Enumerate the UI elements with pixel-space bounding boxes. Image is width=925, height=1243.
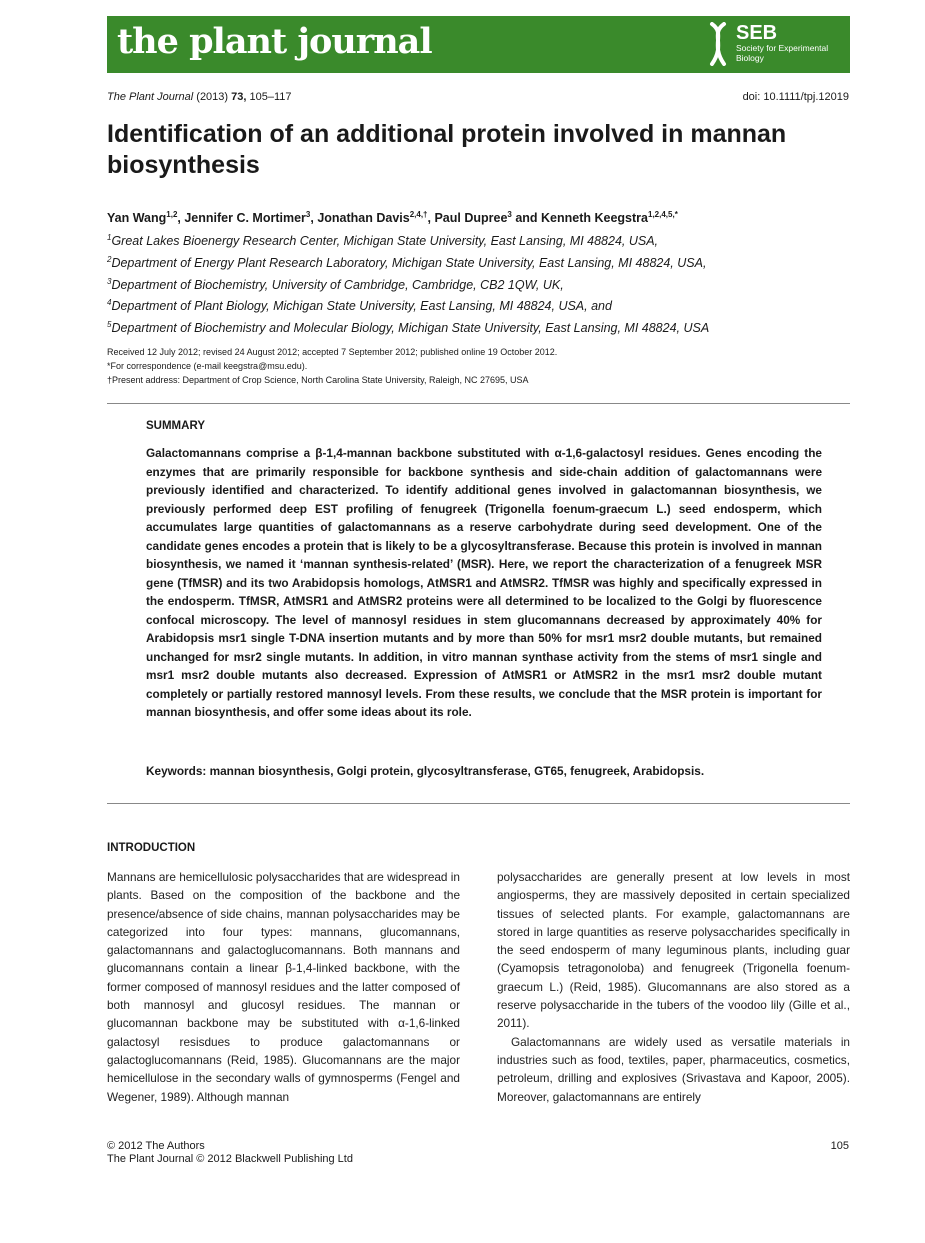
affiliation-number: 3 (107, 276, 112, 286)
correspondence: *For correspondence (e-mail keegstra@msu.edu). (107, 361, 308, 371)
article-title: Identification of an additional protein involved in mannan biosynthesis (107, 120, 787, 179)
divider-bottom (107, 803, 850, 804)
author-affiliation-marker: 1,2,4,5,* (648, 210, 678, 219)
affiliation-text: Department of Biochemistry and Molecular Biology, Michigan State University, East Lansing, MI 48824, USA (111, 321, 710, 336)
copyright (107, 1140, 353, 1166)
affiliation-number: 4 (107, 298, 112, 308)
affiliation-text: Department of Biochemistry, University of Cambridge, Cambridge, CB2 1QW, UK, (111, 277, 564, 292)
affiliation-text: Department of Plant Biology, Michigan State University, East Lansing, MI 48824, USA, and (111, 299, 612, 314)
citation (107, 91, 292, 103)
article-dates (107, 345, 557, 387)
affiliation-number: 2 (107, 254, 112, 264)
author-separator: , (177, 211, 185, 226)
affiliation-text: Department of Energy Plant Research Laboratory, Michigan State University, East Lansing, MI 48824, USA, (111, 255, 707, 270)
present-address: †Present address: Department of Crop Science, North Carolina State University, Raleigh, NC 27695, USA (107, 375, 529, 385)
affiliation-text: Great Lakes Bioenergy Research Center, Michigan State University, East Lansing, MI 48824, USA, (111, 234, 659, 249)
intro-paragraph: polysaccharides are generally present at low levels in most angiosperms, they are massively deposited in certain specialized tissues of selected plants. For example, galactomannans are stored in large quantities as reserve polysaccharides specifically in the seed endosperm of many leguminous plants, including guar (Cyamopsis tetragonoloba) and fenugreek (Trigonella foenum-graecum L.) (Reid, 1985). Glucomannans are also stored as a reserve polysaccharide in the tubers of the voodoo lily (Gille et al., 2011). (497, 870, 850, 1031)
divider-top (107, 403, 850, 404)
author-affiliation-marker: 1,2 (166, 210, 178, 219)
affiliation (107, 273, 847, 295)
copyright-authors: © 2012 The Authors (107, 1140, 205, 1152)
affiliation-number: 5 (107, 320, 112, 329)
keywords-values: mannan biosynthesis, Golgi protein, glycosyltransferase, GT65, fenugreek, Arabidopsis. (209, 764, 705, 778)
author-name: Yan Wang (107, 211, 167, 226)
affiliation (107, 294, 847, 316)
journal-banner (107, 16, 850, 73)
affiliation-number: 1 (107, 233, 112, 242)
citation-year: (2013) (196, 91, 229, 103)
intro-left-column (107, 868, 460, 1106)
author-affiliation-marker: 3 (507, 210, 512, 219)
dna-chromosome-icon (706, 22, 730, 66)
intro-paragraph: Galactomannans are widely used as versatile materials in industries such as food, textiles, paper, pharmaceutics, cosmetics, petroleum, drilling and explosives (Srivastava and Kapoor, 2005). Moreover, galactomannans are entirely (497, 1034, 850, 1104)
doi[interactable]: doi: 10.1111/tpj.12019 (742, 91, 849, 103)
author-name: Jennifer C. Mortimer (184, 211, 306, 226)
seb-subtitle: Society for Experimental Biology (736, 43, 829, 63)
author-list (107, 210, 678, 225)
author-name: Paul Dupree (434, 211, 508, 226)
author-separator: , (427, 211, 435, 226)
journal-title: the plant journal (117, 21, 432, 62)
author-affiliation-marker: 3 (305, 210, 311, 219)
author-name: Jonathan Davis (317, 211, 410, 226)
seb-name: SEB (736, 22, 778, 44)
affiliation (107, 251, 847, 273)
keywords-label: Keywords: (146, 764, 207, 778)
seb-logo (706, 22, 838, 68)
citation-volume: 73, (231, 91, 247, 103)
affiliation-list (107, 229, 847, 338)
journal-name: The Plant Journal (107, 91, 194, 103)
citation-pages: 105–117 (249, 91, 292, 103)
received-dates: Received 12 July 2012; revised 24 August 2012; accepted 7 September 2012; published online 19 October 2012. (107, 347, 558, 357)
introduction-heading: INTRODUCTION (107, 842, 196, 854)
affiliation (107, 229, 847, 251)
author-name: Kenneth Keegstra (541, 211, 648, 226)
author-separator: , (310, 211, 318, 226)
author-affiliation-marker: 2,4,† (409, 210, 428, 219)
page-number: 105 (830, 1140, 849, 1152)
copyright-publisher: The Plant Journal © 2012 Blackwell Publishing Ltd (107, 1153, 353, 1165)
affiliation (107, 316, 847, 338)
summary-text: Galactomannans comprise a β-1,4-mannan backbone substituted with α-1,6-galactosyl residues. Genes encoding the enzymes that are primarily responsible for backbone synthesis and side-chain addition of galactomannans were previously identified and characterized. To identify additional genes involved in galactomannan biosynthesis, we previously performed deep EST profiling of fenugreek (Trigonella foenum-graecum L.) seed endosperm, which accumulates large quantities of galactomannans as a reserve carbohydrate during seed development. One of the candidate genes encodes a protein that is likely to be a glycosyltransferase. Because this protein is involved in mannan biosynthesis, we named it ‘mannan synthesis-related’ (MSR). Here, we report the characterization of a fenugreek MSR gene (TfMSR) and its two Arabidopsis homologs, AtMSR1 and AtMSR2. TfMSR was highly and specifically expressed in the endosperm. TfMSR, AtMSR1 and AtMSR2 proteins were all determined to be localized to the Golgi by fluorescence confocal microscopy. The level of mannosyl residues in stem glucomannans decreased by approximately 40% for Arabidopsis msr1 single T-DNA insertion mutants and by more than 50% for msr1 msr2 double mutants, but remained unchanged for msr2 single mutants. In addition, in vitro mannan synthase activity from the stems of msr1 single and msr1 msr2 double mutants also decreased. Expression of AtMSR1 or AtMSR2 in the msr1 msr2 double mutant completely or partially restored mannosyl levels. From these results, we conclude that the MSR protein is important for mannan biosynthesis, and offer some ideas about its role. (146, 446, 822, 719)
keywords (146, 764, 704, 778)
author-separator: and (511, 211, 542, 226)
intro-right-column (497, 868, 850, 1106)
summary-heading: SUMMARY (146, 420, 205, 432)
intro-paragraph: Mannans are hemicellulosic polysaccharides that are widespread in plants. Based on the composition of the backbone and the presence/absence of side chains, mannan polysaccharides may be categorized into four types: mannans, glucomannans, galactomannans and galactoglucomannans. Both mannans and glucomannans contain a linear β-1,4-linked backbone, with the former composed of mannosyl residues and the latter composed of both mannosyl and glucosyl residues. The mannan or glucomannan backbone may be substituted with α-1,6-linked galactosyl resisdues to produce galactomannans or galactoglucomannans (Reid, 1985). Glucomannans are the major hemicellulose in the secondary walls of gymnosperms (Fengel and Wegener, 1989). Although mannan (107, 870, 460, 1104)
